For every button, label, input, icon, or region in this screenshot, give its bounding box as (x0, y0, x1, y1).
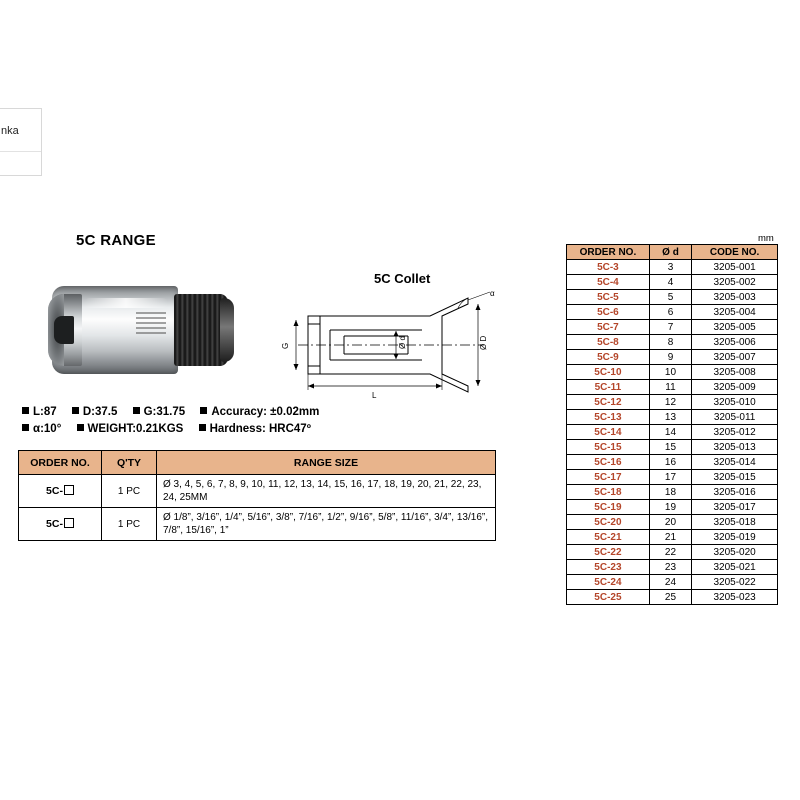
range-row-order: 5C- (19, 508, 102, 541)
range-row-qty: 1 PC (102, 508, 157, 541)
page-fragment-divider (0, 151, 41, 152)
table-row (19, 508, 496, 541)
table-row (567, 425, 778, 440)
table-row (567, 275, 778, 290)
order-cell-order-no: 5C-17 (567, 470, 650, 485)
table-row (567, 470, 778, 485)
drawing-label-l: L (372, 391, 377, 400)
range-row-order: 5C- (19, 475, 102, 508)
order-cell-order-no: 5C-5 (567, 290, 650, 305)
order-cell-diameter: 12 (649, 395, 691, 410)
order-cell-code-no: 3205-011 (692, 410, 778, 425)
table-row (567, 320, 778, 335)
specs-line-1 (22, 404, 442, 421)
collet-product-photo (24, 272, 250, 388)
order-cell-code-no: 3205-020 (692, 545, 778, 560)
order-header-order: ORDER NO. (567, 245, 650, 260)
range-size-table (18, 450, 496, 541)
order-cell-order-no: 5C-24 (567, 575, 650, 590)
order-cell-diameter: 23 (649, 560, 691, 575)
order-cell-code-no: 3205-001 (692, 260, 778, 275)
collet-bore-slot (54, 316, 74, 344)
spec-grip: G:31.75 (133, 406, 186, 418)
order-cell-order-no: 5C-9 (567, 350, 650, 365)
order-cell-diameter: 7 (649, 320, 691, 335)
order-cell-code-no: 3205-023 (692, 590, 778, 605)
order-cell-diameter: 3 (649, 260, 691, 275)
table-row (567, 590, 778, 605)
table-row (567, 380, 778, 395)
table-row (567, 410, 778, 425)
table-row (567, 290, 778, 305)
order-cell-diameter: 8 (649, 335, 691, 350)
table-row (567, 455, 778, 470)
page-fragment-panel (0, 108, 42, 176)
spec-hardness: Hardness: HRC47º (199, 423, 311, 435)
table-row (567, 515, 778, 530)
drawing-label-d-large: Ø D (479, 335, 488, 350)
order-cell-order-no: 5C-23 (567, 560, 650, 575)
order-cell-order-no: 5C-14 (567, 425, 650, 440)
checkbox-glyph (64, 485, 74, 495)
order-cell-code-no: 3205-022 (692, 575, 778, 590)
order-cell-order-no: 5C-25 (567, 590, 650, 605)
order-cell-diameter: 6 (649, 305, 691, 320)
specs-line-2 (22, 421, 442, 438)
table-row (19, 475, 496, 508)
order-cell-diameter: 16 (649, 455, 691, 470)
order-cell-diameter: 17 (649, 470, 691, 485)
table-row (567, 260, 778, 275)
order-number-table (566, 244, 778, 605)
page-title: 5C RANGE (76, 232, 156, 249)
order-cell-code-no: 3205-009 (692, 380, 778, 395)
table-header-row (567, 245, 778, 260)
order-cell-order-no: 5C-7 (567, 320, 650, 335)
order-cell-order-no: 5C-16 (567, 455, 650, 470)
table-row (567, 500, 778, 515)
table-row (567, 350, 778, 365)
order-cell-order-no: 5C-19 (567, 500, 650, 515)
drawing-title: 5C Collet (374, 271, 431, 286)
range-row-size: Ø 1/8”, 3/16”, 1/4”, 5/16”, 3/8”, 7/16”, 1/2”, 9/16”, 5/8”, 11/16”, 3/4”, 13/16”, 7/8”, 15/16”, 1” (157, 508, 496, 541)
order-cell-order-no: 5C-10 (567, 365, 650, 380)
order-cell-code-no: 3205-014 (692, 455, 778, 470)
order-cell-diameter: 19 (649, 500, 691, 515)
table-row (567, 485, 778, 500)
order-cell-order-no: 5C-4 (567, 275, 650, 290)
order-cell-code-no: 3205-019 (692, 530, 778, 545)
order-cell-code-no: 3205-002 (692, 275, 778, 290)
checkbox-glyph (64, 518, 74, 528)
order-cell-code-no: 3205-015 (692, 470, 778, 485)
unit-label: mm (758, 233, 774, 244)
table-row (567, 395, 778, 410)
table-row (567, 575, 778, 590)
table-row (567, 305, 778, 320)
order-cell-code-no: 3205-005 (692, 320, 778, 335)
order-cell-diameter: 21 (649, 530, 691, 545)
table-row (567, 440, 778, 455)
spec-diameter: D:37.5 (72, 406, 118, 418)
spec-accuracy: Accuracy: ±0.02mm (200, 406, 319, 418)
order-cell-code-no: 3205-013 (692, 440, 778, 455)
spec-alpha: α:10° (22, 423, 61, 435)
order-cell-code-no: 3205-004 (692, 305, 778, 320)
order-cell-order-no: 5C-11 (567, 380, 650, 395)
order-cell-diameter: 10 (649, 365, 691, 380)
collet-technical-drawing (272, 290, 520, 400)
order-cell-diameter: 14 (649, 425, 691, 440)
order-cell-order-no: 5C-13 (567, 410, 650, 425)
order-cell-order-no: 5C-20 (567, 515, 650, 530)
range-row-size: Ø 3, 4, 5, 6, 7, 8, 9, 10, 11, 12, 13, 14, 15, 16, 17, 18, 19, 20, 21, 22, 23, 24, 25MM (157, 475, 496, 508)
order-header-code: CODE NO. (692, 245, 778, 260)
table-row (567, 545, 778, 560)
order-cell-order-no: 5C-18 (567, 485, 650, 500)
order-cell-diameter: 11 (649, 380, 691, 395)
order-cell-diameter: 25 (649, 590, 691, 605)
table-row (567, 560, 778, 575)
range-header-qty: Q'TY (102, 451, 157, 475)
order-cell-order-no: 5C-22 (567, 545, 650, 560)
specifications (22, 404, 442, 438)
order-cell-order-no: 5C-6 (567, 305, 650, 320)
order-cell-code-no: 3205-016 (692, 485, 778, 500)
range-header-size: RANGE SIZE (157, 451, 496, 475)
order-cell-diameter: 13 (649, 410, 691, 425)
table-row (567, 530, 778, 545)
order-cell-diameter: 18 (649, 485, 691, 500)
table-row (567, 365, 778, 380)
drawing-label-d-small: Ø d (398, 336, 407, 349)
table-row (567, 335, 778, 350)
order-cell-diameter: 9 (649, 350, 691, 365)
order-cell-code-no: 3205-010 (692, 395, 778, 410)
spec-weight: WEIGHT:0.21KGS (77, 423, 184, 435)
order-cell-order-no: 5C-21 (567, 530, 650, 545)
order-cell-code-no: 3205-021 (692, 560, 778, 575)
order-cell-diameter: 22 (649, 545, 691, 560)
order-cell-code-no: 3205-006 (692, 335, 778, 350)
spec-length: L:87 (22, 406, 57, 418)
page-fragment-text: nka (1, 125, 19, 137)
drawing-label-alpha: α (490, 290, 495, 298)
collet-thread-end (220, 298, 234, 362)
order-table-body (567, 260, 778, 605)
drawing-label-g: G (281, 342, 290, 349)
collet-highlight (84, 298, 168, 308)
order-cell-code-no: 3205-008 (692, 365, 778, 380)
order-cell-code-no: 3205-003 (692, 290, 778, 305)
order-cell-code-no: 3205-018 (692, 515, 778, 530)
range-header-order: ORDER NO. (19, 451, 102, 475)
order-cell-code-no: 3205-007 (692, 350, 778, 365)
collet-engraving (136, 312, 166, 334)
order-cell-code-no: 3205-012 (692, 425, 778, 440)
order-cell-diameter: 5 (649, 290, 691, 305)
order-cell-code-no: 3205-017 (692, 500, 778, 515)
order-cell-order-no: 5C-3 (567, 260, 650, 275)
order-header-diameter: Ø d (649, 245, 691, 260)
order-cell-order-no: 5C-12 (567, 395, 650, 410)
order-cell-diameter: 20 (649, 515, 691, 530)
order-cell-order-no: 5C-8 (567, 335, 650, 350)
table-header-row (19, 451, 496, 475)
order-cell-diameter: 15 (649, 440, 691, 455)
order-cell-diameter: 4 (649, 275, 691, 290)
order-cell-diameter: 24 (649, 575, 691, 590)
order-cell-order-no: 5C-15 (567, 440, 650, 455)
range-row-qty: 1 PC (102, 475, 157, 508)
